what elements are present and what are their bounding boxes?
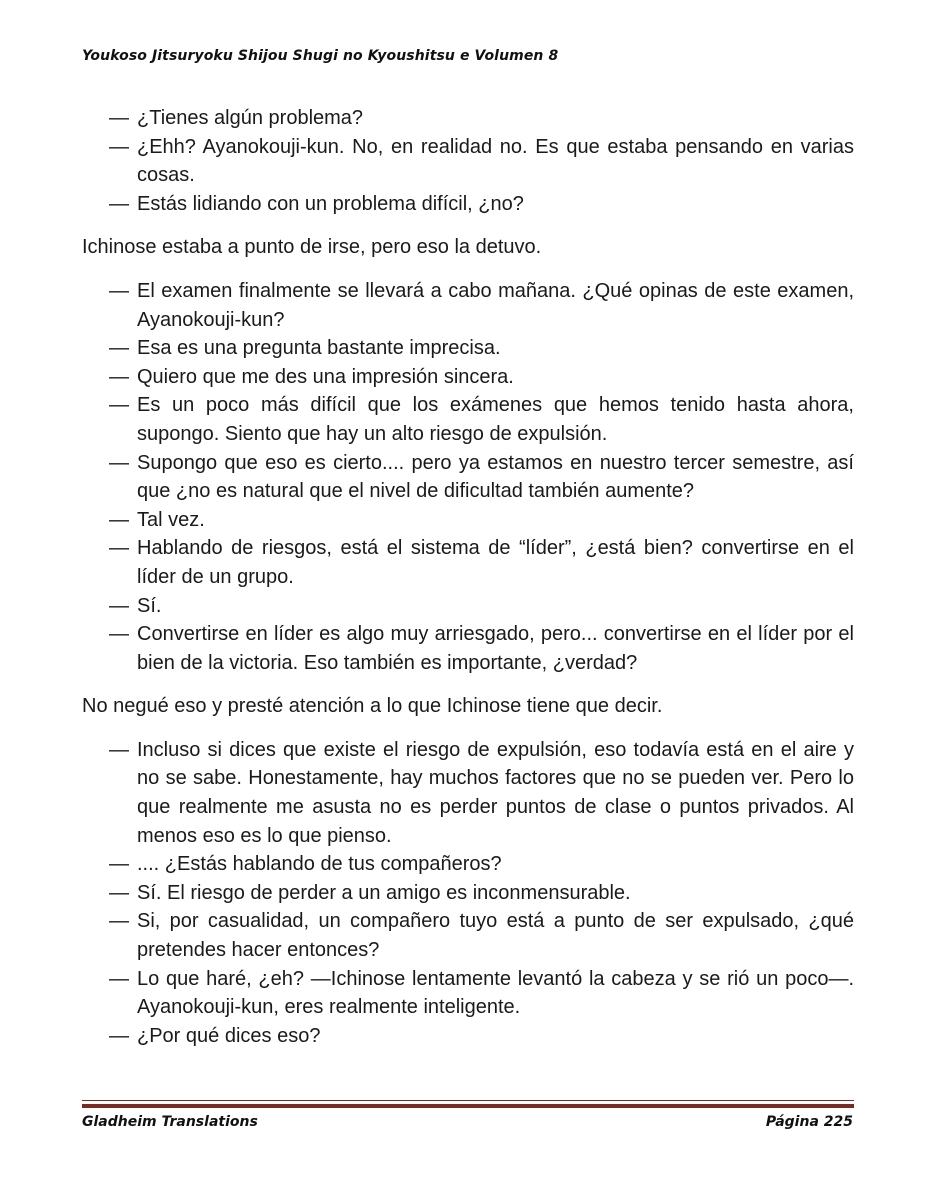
page-number: Página 225 [765, 1114, 853, 1130]
dialogue-line: — Sí. El riesgo de perder a un amigo es inconmensurable. [82, 879, 854, 908]
dialogue-line: — Lo que haré, ¿eh? —Ichinose lentamente levantó la cabeza y se rió un poco—. Ayanokouji-kun, eres realmente inteligente. [82, 965, 854, 1022]
dialogue-line: — Convertirse en líder es algo muy arriesgado, pero... convertirse en el líder por el bien de la victoria. Eso también es importante, ¿verdad? [82, 620, 854, 677]
dialogue-dash: — [109, 910, 129, 933]
dialogue-dash: — [109, 192, 129, 215]
dialogue-dash: — [109, 394, 129, 417]
dialogue-line: — ¿Ehh? Ayanokouji-kun. No, en realidad no. Es que estaba pensando en varias cosas. [82, 133, 854, 190]
dialogue-dash: — [109, 1024, 129, 1047]
dialogue-dash: — [109, 967, 129, 990]
dialogue-dash: — [109, 853, 129, 876]
dialogue-line: — Tal vez. [82, 506, 854, 535]
dialogue-line: — Supongo que eso es cierto.... pero ya estamos en nuestro tercer semestre, así que ¿no es natural que el nivel de dificultad también aumente? [82, 449, 854, 506]
dialogue-dash: — [109, 537, 129, 560]
dialogue-line: — Estás lidiando con un problema difícil, ¿no? [82, 190, 854, 219]
dialogue-line: — El examen finalmente se llevará a cabo mañana. ¿Qué opinas de este examen, Ayanokouji-kun? [82, 277, 854, 334]
dialogue-line: — ¿Por qué dices eso? [82, 1022, 854, 1051]
dialogue-dash: — [109, 365, 129, 388]
narration-paragraph: Ichinose estaba a punto de irse, pero eso la detuvo. [82, 236, 542, 259]
dialogue-dash: — [109, 279, 129, 302]
dialogue-dash: — [109, 337, 129, 360]
dialogue-line: — .... ¿Estás hablando de tus compañeros? [82, 850, 854, 879]
footer-credit: Gladheim Translations [82, 1114, 258, 1130]
dialogue-dash: — [109, 881, 129, 904]
dialogue-line: — Esa es una pregunta bastante imprecisa. [82, 334, 854, 363]
dialogue-dash: — [109, 594, 129, 617]
dialogue-dash: — [109, 508, 129, 531]
dialogue-line: — ¿Tienes algún problema? [82, 104, 854, 133]
dialogue-block-1 [82, 104, 854, 218]
dialogue-dash: — [109, 451, 129, 474]
dialogue-line: — Es un poco más difícil que los exámenes que hemos tenido hasta ahora, supongo. Siento que hay un alto riesgo de expulsión. [82, 391, 854, 448]
dialogue-line: — Si, por casualidad, un compañero tuyo está a punto de ser expulsado, ¿qué pretendes hacer entonces? [82, 907, 854, 964]
footer-rule-thin [82, 1100, 854, 1101]
dialogue-line: — Sí. [82, 592, 854, 621]
page-body [82, 104, 854, 1050]
narration-paragraph: No negué eso y presté atención a lo que Ichinose tiene que decir. [82, 695, 663, 718]
dialogue-dash: — [109, 135, 129, 158]
dialogue-block-2 [82, 277, 854, 677]
dialogue-block-3 [82, 736, 854, 1051]
dialogue-line: — Incluso si dices que existe el riesgo de expulsión, eso todavía está en el aire y no se sabe. Honestamente, hay muchos factores que no se pueden ver. Pero lo que realmente me asusta no es perder puntos de clase o puntos privados. Al menos eso es lo que pienso. [82, 736, 854, 850]
running-header: Youkoso Jitsuryoku Shijou Shugi no Kyoushitsu e Volumen 8 [82, 48, 559, 64]
dialogue-line: — Hablando de riesgos, está el sistema de “líder”, ¿está bien? convertirse en el líder de un grupo. [82, 534, 854, 591]
dialogue-line: — Quiero que me des una impresión sincera. [82, 363, 854, 392]
dialogue-dash: — [109, 623, 129, 646]
dialogue-dash: — [109, 738, 129, 761]
dialogue-dash: — [109, 107, 129, 129]
footer-rule-thick [82, 1104, 854, 1108]
